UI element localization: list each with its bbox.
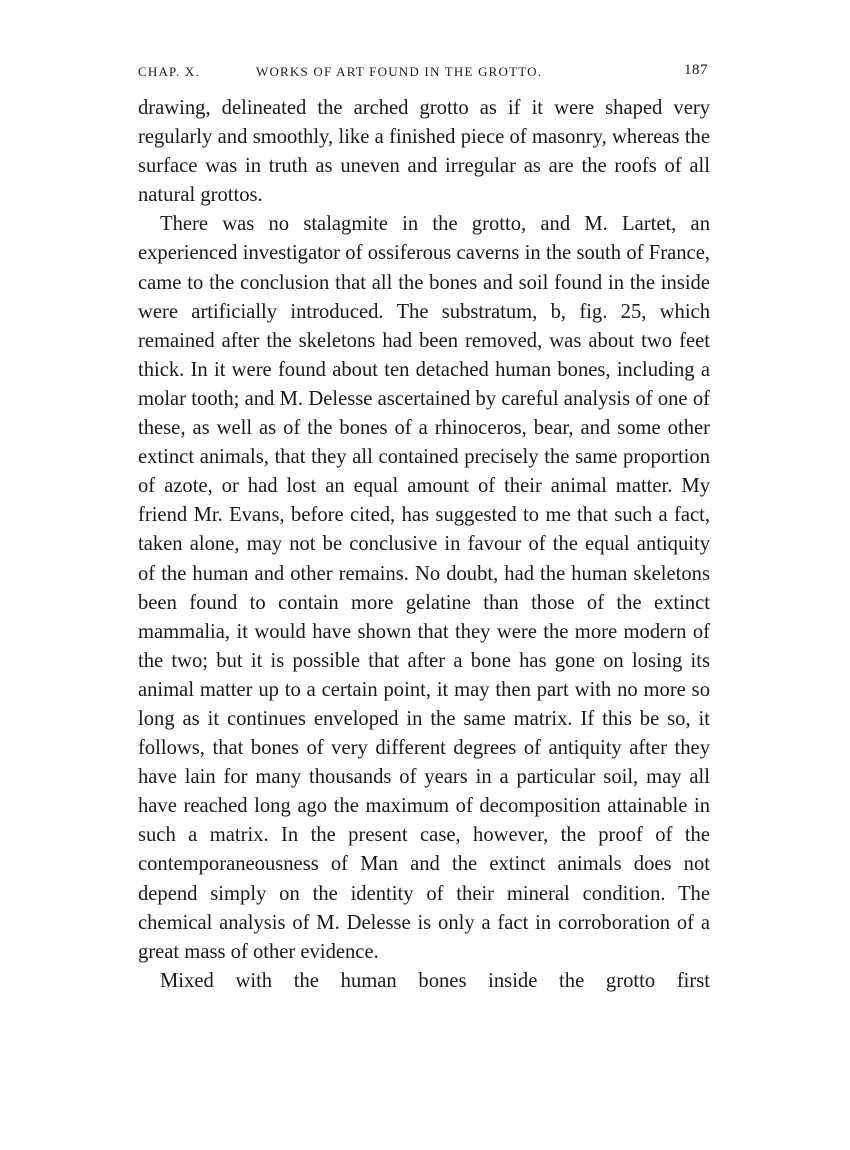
book-page <box>138 58 710 996</box>
paragraph-mixed: Mixed with the human bones inside the grotto first <box>160 969 710 992</box>
chapter-label: CHAP. X. <box>138 64 200 79</box>
paragraph-continued: drawing, delineated the arched grotto as if it were shaped very regularly and smoothly, like a finished piece of masonry, whereas the surface was in truth as uneven and irregular as are the roofs of all natural grottos. <box>138 97 710 207</box>
running-head <box>138 58 710 86</box>
running-title: WORKS OF ART FOUND IN THE GROTTO. <box>256 64 543 79</box>
body-text <box>138 94 710 996</box>
paragraph-stalagmite: There was no stalagmite in the grotto, and M. Lartet, an experienced investigator of ossiferous caverns in the south of France, came to the conclusion that all the bones and soil found in the inside were artificially introduced. The substratum, b, fig. 25, which remained after the skeletons had been removed, was about two feet thick. In it were found about ten detached human bones, including a molar tooth; and M. Delesse ascertained by careful analysis of one of these, as well as of the bones of a rhinoceros, bear, and some other extinct animals, that they all contained precisely the same proportion of azote, or had lost an equal amount of their animal matter. My friend Mr. Evans, before cited, has suggested to me that such a fact, taken alone, may not be conclusive in favour of the equal antiquity of the human and other remains. No doubt, had the human skeletons been found to contain more gelatine than those of the extinct mammalia, it would have shown that they were the more modern of the two; but it is possible that after a bone has gone on losing its animal matter up to a certain point, it may then part with no more so long as it continues enveloped in the same matrix. If this be so, it follows, that bones of very different degrees of antiquity after they have lain for many thousands of years in a particular soil, may all have reached long ago the maximum of decomposition attainable in such a matrix. In the present case, however, the proof of the contemporaneousness of Man and the extinct animals does not depend simply on the identity of their mineral condition. The chemical analysis of M. Delesse is only a fact in corroboration of a great mass of other evidence. <box>138 213 710 963</box>
page-number: 187 <box>684 62 708 78</box>
